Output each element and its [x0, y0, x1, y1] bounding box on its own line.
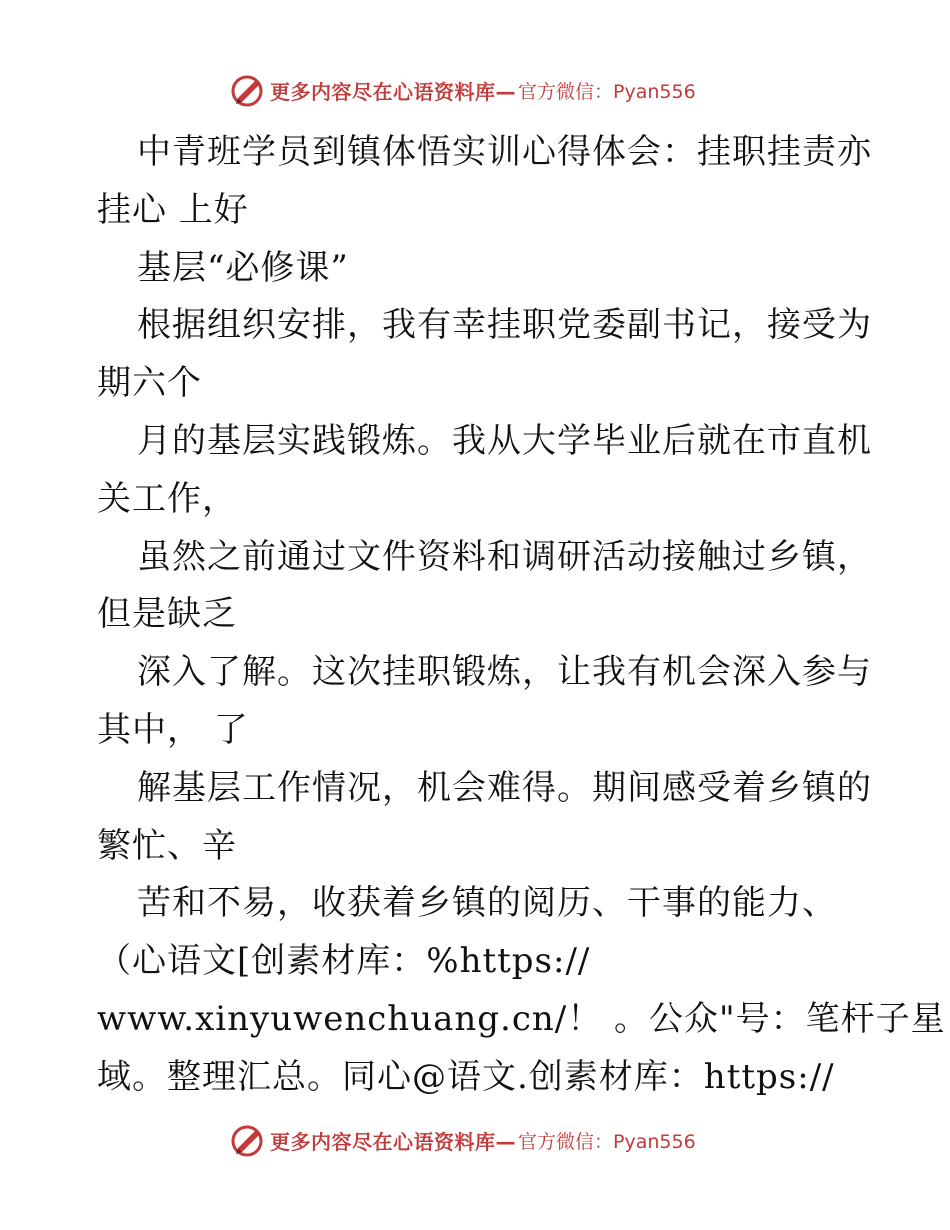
header-banner: [230, 72, 720, 108]
text-line: 虽然之前通过文件资料和调研活动接触过乡镇，: [137, 536, 872, 577]
text-line: 基层“必修课”: [137, 247, 349, 288]
pen-logo-icon: [230, 1122, 266, 1158]
text-line: （心语文[创素材库：%https://: [97, 941, 591, 982]
text-line: 关工作，: [97, 478, 237, 519]
text-line: 根据组织安排，我有幸挂职党委副书记，接受为: [137, 305, 872, 346]
text-line: 其中， 了: [97, 709, 249, 750]
text-line: 繁忙、辛: [97, 825, 237, 866]
text-line: 月的基层实践锻炼。我从大学毕业后就在市直机: [137, 420, 872, 461]
text-line: 苦和不易，收获着乡镇的阅历、干事的能力、: [137, 883, 837, 924]
banner-wechat: 官方微信：Pyan556: [518, 80, 696, 103]
text-line: 但是缺乏: [97, 594, 237, 635]
footer-banner: [230, 1122, 720, 1158]
text-line: 域。整理汇总。同心@语文.创素材库：https://: [97, 1056, 835, 1097]
text-line: 解基层工作情况，机会难得。期间感受着乡镇的: [137, 767, 872, 808]
pen-logo-icon: [230, 72, 266, 108]
text-line: 期六个: [97, 363, 202, 404]
text-line: 中青班学员到镇体悟实训心得体会：挂职挂责亦: [137, 132, 872, 172]
document-body: [97, 124, 946, 1107]
text-line: 挂心 上好: [97, 189, 249, 230]
banner-text: 更多内容尽在心语资料库—: [270, 79, 516, 104]
banner-wechat: 官方微信：Pyan556: [518, 1130, 696, 1153]
text-line: 深入了解。这次挂职锻炼，让我有机会深入参与: [137, 652, 872, 693]
banner-text: 更多内容尽在心语资料库—: [270, 1129, 516, 1154]
text-line: www.xinyuwenchuang.cn/！ 。公众"号：笔杆子星: [97, 998, 946, 1039]
